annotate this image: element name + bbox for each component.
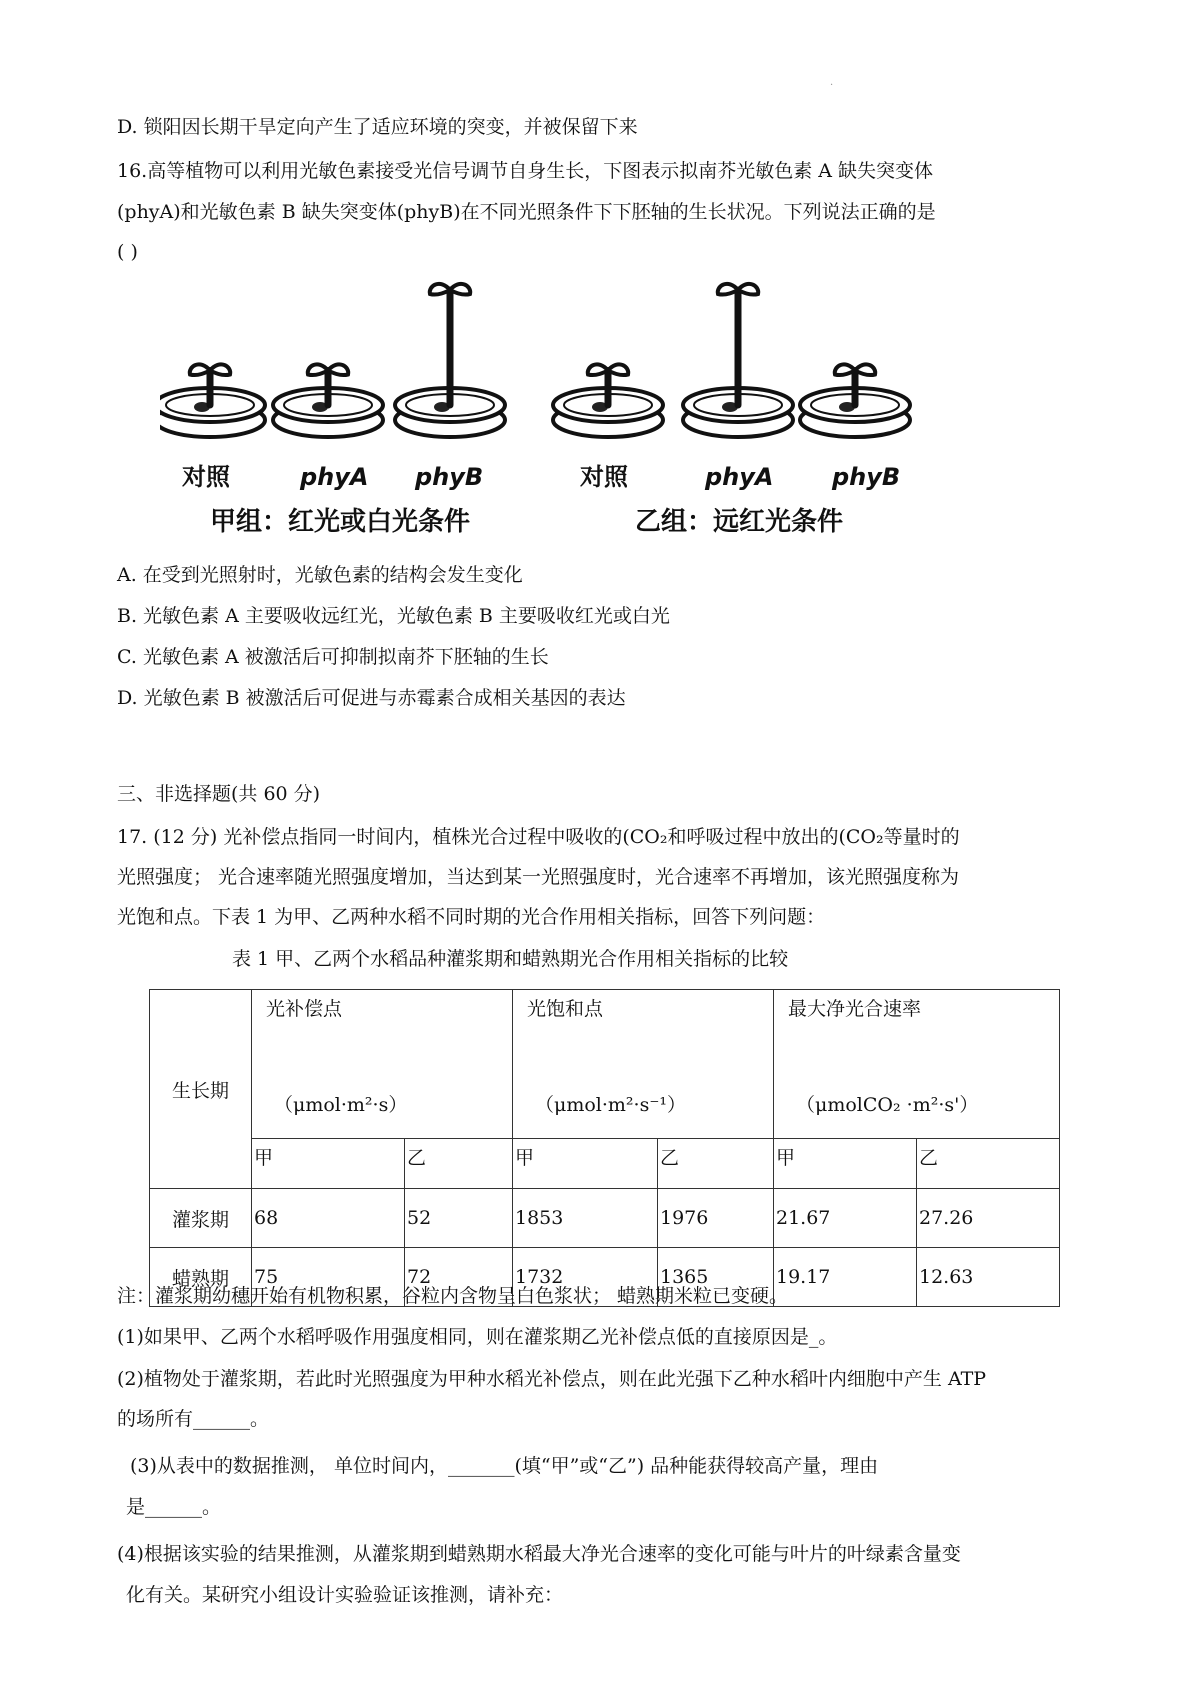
q17-stem-line2: 光照强度； 光合速率随光照强度增加，当达到某一光照强度时，光合速率不再增加，该光照强度称为 xyxy=(117,866,960,888)
seedling-figure xyxy=(160,275,990,545)
variety-cell: 甲 xyxy=(513,1139,658,1189)
cotyledon-left xyxy=(588,364,608,375)
q16-option-c: C. 光敏色素 A 被激活后可抑制拟南芥下胚轴的生长 xyxy=(117,646,549,668)
seedling-svg xyxy=(160,275,990,545)
col-unit: （μmol·m²·s） xyxy=(274,1094,408,1116)
group-a-label-control: 对照 xyxy=(182,463,230,491)
q17-sub3-line1: (3)从表中的数据推测， 单位时间内，_______(填“甲”或“乙”) 品种能获得较高产量，理由 xyxy=(130,1455,879,1477)
table-note: 注：灌浆期幼穗开始有机物积累，谷粒内含物呈白色浆状； 蜡熟期米粒已变硬。 xyxy=(117,1285,789,1307)
stage-cell: 灌浆期 xyxy=(150,1189,252,1248)
q17-sub2-line1: (2)植物处于灌浆期，若此时光照强度为甲种水稻光补偿点，则在此光强下乙种水稻叶内细胞中产生 ATP xyxy=(117,1368,987,1390)
table-cell: 27.26 xyxy=(917,1189,1060,1248)
variety-cell: 乙 xyxy=(405,1139,513,1189)
group-a-seedling-2 xyxy=(273,364,383,437)
q15-option-d: D. 锁阳因长期干旱定向产生了适应环境的突变，并被保留下来 xyxy=(117,116,638,138)
group-a-seedling-3 xyxy=(395,284,505,437)
page-dot: · xyxy=(830,80,834,91)
col-unit: （μmol·m²·s⁻¹） xyxy=(535,1094,686,1116)
group-b-label-control: 对照 xyxy=(580,463,628,491)
table-cell: 75 xyxy=(252,1248,405,1307)
col-title: 最大净光合速率 xyxy=(788,998,922,1020)
group-b-label-phyb: phyB xyxy=(832,463,901,491)
q16-stem-line3: ( ) xyxy=(117,241,138,263)
table-cell: 1976 xyxy=(658,1189,774,1248)
variety-cell: 乙 xyxy=(658,1139,774,1189)
q16-option-a: A. 在受到光照射时，光敏色素的结构会发生变化 xyxy=(117,564,523,586)
cotyledon-left xyxy=(835,364,855,375)
table-cell: 21.67 xyxy=(774,1189,917,1248)
table-cell: 19.17 xyxy=(774,1248,917,1307)
q17-sub4-line1: (4)根据该实验的结果推测，从灌浆期到蜡熟期水稻最大净光合速率的变化可能与叶片的叶绿素含量变 xyxy=(117,1543,961,1565)
table-cell: 72 xyxy=(405,1248,513,1307)
group-a-seedling-1 xyxy=(160,364,265,437)
group-b-seedling-1 xyxy=(553,364,663,437)
q17-sub1: (1)如果甲、乙两个水稻呼吸作用强度相同，则在灌浆期乙光补偿点低的直接原因是_。 xyxy=(117,1326,838,1348)
col-unit: （μmolCO₂ ·m²·s'） xyxy=(796,1094,979,1116)
q17-stem-line1: 17. (12 分) 光补偿点指同一时间内，植株光合过程中吸收的(CO₂和呼吸过程中放出的(CO₂等量时的 xyxy=(117,826,960,848)
cotyledon-right xyxy=(738,284,758,295)
q17-sub4-line2: 化有关。某研究小组设计实验验证该推测，请补充： xyxy=(126,1584,564,1606)
table-cell: 12.63 xyxy=(917,1248,1060,1307)
variety-cell: 乙 xyxy=(917,1139,1060,1189)
group-b-seedling-2 xyxy=(683,284,793,437)
variety-cell: 甲 xyxy=(252,1139,405,1189)
group-b-label-phya: phyA xyxy=(705,463,774,491)
group-a xyxy=(160,284,505,437)
cotyledon-left xyxy=(308,364,328,375)
q17-sub3-line2: 是______。 xyxy=(126,1496,222,1518)
q17-stem-line3: 光饱和点。下表 1 为甲、乙两种水稻不同时期的光合作用相关指标，回答下列问题： xyxy=(117,906,826,928)
col-header-max-rate xyxy=(774,990,1060,1139)
q17-sub2-line2: 的场所有______。 xyxy=(117,1408,270,1430)
cotyledon-left xyxy=(190,364,210,375)
table-cell: 1365 xyxy=(658,1248,774,1307)
cotyledon-left xyxy=(430,284,450,295)
col-title: 光补偿点 xyxy=(266,998,343,1020)
table-caption: 表 1 甲、乙两个水稻品种灌浆期和蜡熟期光合作用相关指标的比较 xyxy=(232,948,789,970)
group-a-label-phya: phyA xyxy=(300,463,369,491)
group-b-title: 乙组：远红光条件 xyxy=(635,507,844,537)
group-b xyxy=(553,284,910,437)
row-header: 生长期 xyxy=(150,990,252,1189)
table-cell: 1732 xyxy=(513,1248,658,1307)
q16-stem-line2: (phyA)和光敏色素 B 缺失突变体(phyB)在不同光照条件下下胚轴的生长状况。下列说法正确的是 xyxy=(117,201,936,223)
q16-option-b: B. 光敏色素 A 主要吸收远红光，光敏色素 B 主要吸收红光或白光 xyxy=(117,605,670,627)
cotyledon-right xyxy=(328,364,348,375)
section3-title: 三、非选择题(共 60 分) xyxy=(117,783,321,805)
table-cell: 68 xyxy=(252,1189,405,1248)
q16-stem-line1: 16.高等植物可以利用光敏色素接受光信号调节自身生长，下图表示拟南芥光敏色素 A 缺失突变体 xyxy=(117,160,934,182)
col-header-saturation xyxy=(513,990,774,1139)
photosynthesis-table xyxy=(149,989,1060,1307)
cotyledon-right xyxy=(608,364,628,375)
variety-cell: 甲 xyxy=(774,1139,917,1189)
cotyledon-right xyxy=(210,364,230,375)
col-header-compensation xyxy=(252,990,513,1139)
col-title: 光饱和点 xyxy=(527,998,604,1020)
cotyledon-right xyxy=(450,284,470,295)
group-b-seedling-3 xyxy=(800,364,910,437)
stage-cell: 蜡熟期 xyxy=(150,1248,252,1307)
group-a-title: 甲组：红光或白光条件 xyxy=(210,507,471,537)
cotyledon-right xyxy=(855,364,875,375)
cotyledon-left xyxy=(718,284,738,295)
table-cell: 1853 xyxy=(513,1189,658,1248)
q16-option-d: D. 光敏色素 B 被激活后可促进与赤霉素合成相关基因的表达 xyxy=(117,687,626,709)
group-a-label-phyb: phyB xyxy=(415,463,484,491)
table-cell: 52 xyxy=(405,1189,513,1248)
